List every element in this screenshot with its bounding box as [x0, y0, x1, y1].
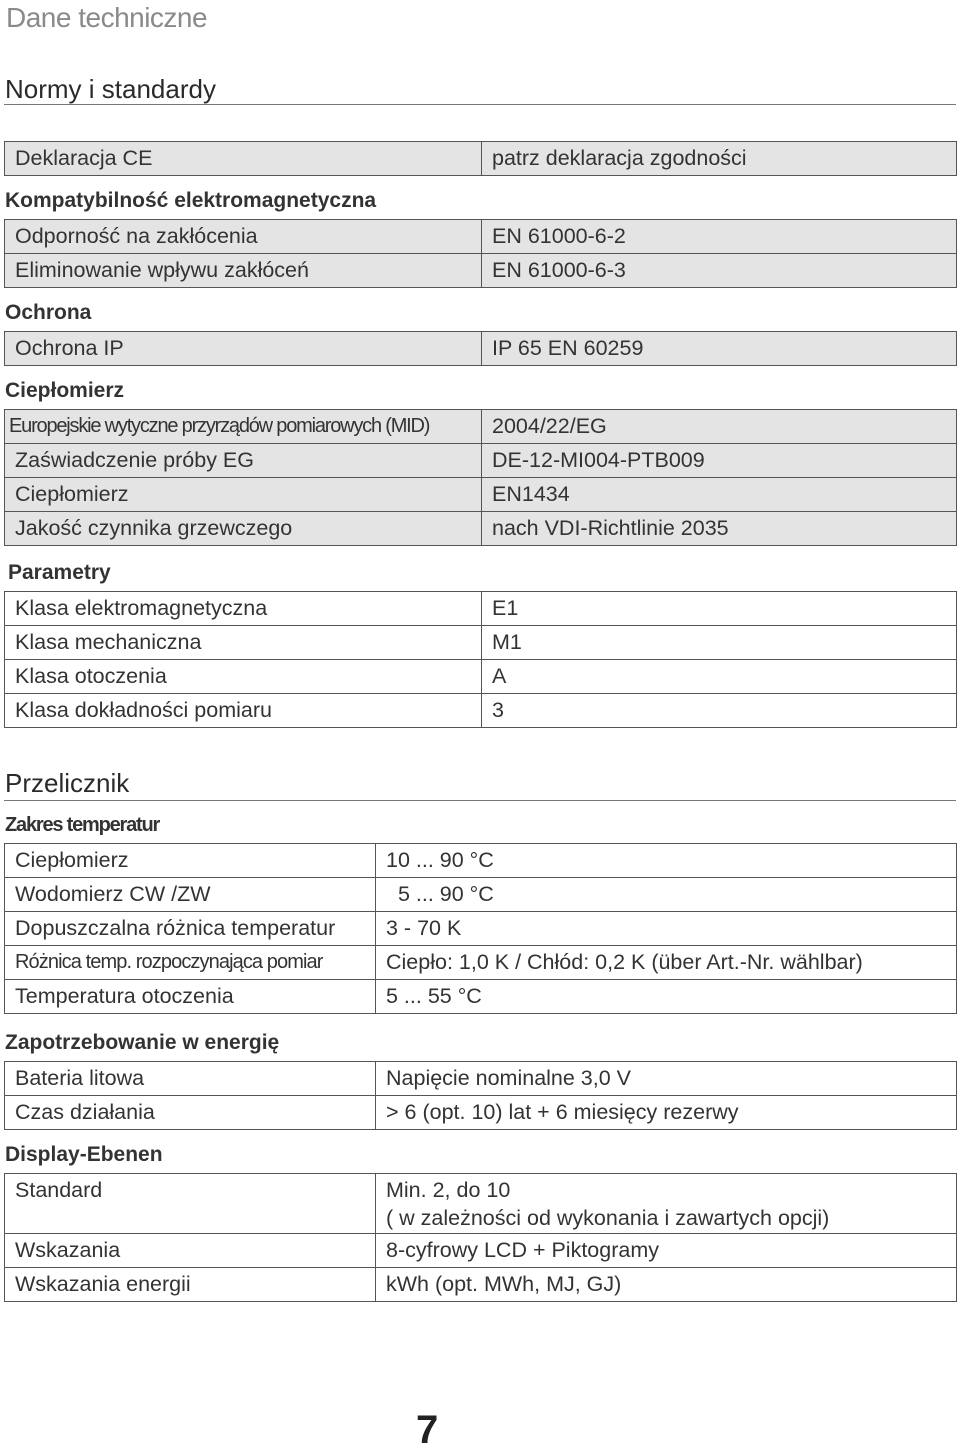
row-label: Ciepłomierz	[5, 478, 482, 512]
table-row	[5, 912, 957, 946]
page-number: 7	[416, 1408, 439, 1452]
row-value: M1	[482, 626, 957, 660]
row-label: Klasa dokładności pomiaru	[5, 694, 482, 728]
row-label: Bateria litowa	[5, 1062, 376, 1096]
row-value	[376, 1174, 957, 1234]
table-row	[5, 592, 957, 626]
row-value: IP 65 EN 60259	[482, 332, 957, 366]
heatmeter-title: Ciepłomierz	[5, 379, 125, 402]
parameters-table	[4, 591, 957, 728]
row-value-line: Min. 2, do 10	[386, 1178, 511, 1202]
row-value: nach VDI-Richtlinie 2035	[482, 512, 957, 546]
display-title: Display-Ebenen	[5, 1143, 163, 1166]
row-value: kWh (opt. MWh, MJ, GJ)	[376, 1268, 957, 1302]
row-label: Czas działania	[5, 1096, 376, 1130]
row-value: > 6 (opt. 10) lat + 6 miesięcy rezerwy	[376, 1096, 957, 1130]
table-row	[5, 478, 957, 512]
table-row	[5, 444, 957, 478]
row-label: Różnica temp. rozpoczynająca pomiar	[5, 946, 376, 980]
row-value: EN 61000-6-2	[482, 220, 957, 254]
protection-table	[4, 331, 957, 366]
row-value: Napięcie nominalne 3,0 V	[376, 1062, 957, 1096]
table-row	[5, 1174, 957, 1234]
row-value: 3	[482, 694, 957, 728]
table-row	[5, 844, 957, 878]
row-value: 8-cyfrowy LCD + Piktogramy	[376, 1234, 957, 1268]
table-row	[5, 1096, 957, 1130]
row-label: Zaświadczenie próby EG	[5, 444, 482, 478]
row-label: Wodomierz CW /ZW	[5, 878, 376, 912]
table-row	[5, 980, 957, 1014]
heatmeter-table	[4, 409, 957, 546]
row-label: Odporność na zakłócenia	[5, 220, 482, 254]
section-heading-converter: Przelicznik	[5, 768, 130, 798]
row-value: 5 ... 90 °C	[376, 878, 957, 912]
section-heading-norms: Normy i standardy	[5, 74, 216, 104]
table-row	[5, 512, 957, 546]
row-label: Jakość czynnika grzewczego	[5, 512, 482, 546]
row-value: 2004/22/EG	[482, 410, 957, 444]
temperature-table	[4, 843, 957, 1014]
table-row	[5, 220, 957, 254]
table-row	[5, 626, 957, 660]
row-label: Klasa elektromagnetyczna	[5, 592, 482, 626]
row-value: A	[482, 660, 957, 694]
table-row	[5, 1062, 957, 1096]
table-row	[5, 660, 957, 694]
row-label: Wskazania energii	[5, 1268, 376, 1302]
row-label: Dopuszczalna różnica temperatur	[5, 912, 376, 946]
table-row	[5, 254, 957, 288]
page-title: Dane techniczne	[6, 2, 208, 33]
temperature-title: Zakres temperatur	[5, 814, 160, 836]
protection-title: Ochrona	[5, 301, 92, 324]
row-label: Standard	[5, 1174, 376, 1234]
row-value: DE-12-MI004-PTB009	[482, 444, 957, 478]
parameters-title: Parametry	[8, 561, 111, 584]
row-label: Ochrona IP	[5, 332, 482, 366]
energy-table	[4, 1061, 957, 1130]
emc-table	[4, 219, 957, 288]
table-row	[5, 1234, 957, 1268]
row-value: patrz deklaracja zgodności	[482, 142, 957, 176]
row-label: Europejskie wytyczne przyrządów pomiarowych (MID)	[5, 410, 482, 444]
table-row	[5, 410, 957, 444]
row-value: EN1434	[482, 478, 957, 512]
table-row	[5, 694, 957, 728]
row-value: EN 61000-6-3	[482, 254, 957, 288]
section-divider	[4, 800, 956, 801]
row-label: Deklaracja CE	[5, 142, 482, 176]
table-row	[5, 332, 957, 366]
table-row	[5, 1268, 957, 1302]
row-label: Eliminowanie wpływu zakłóceń	[5, 254, 482, 288]
row-label: Wskazania	[5, 1234, 376, 1268]
emc-title: Kompatybilność elektromagnetyczna	[5, 189, 377, 212]
row-value: E1	[482, 592, 957, 626]
row-value-line: ( w zależności od wykonania i zawartych opcji)	[386, 1206, 830, 1230]
energy-title: Zapotrzebowanie w energię	[5, 1031, 280, 1054]
row-value: 3 - 70 K	[376, 912, 957, 946]
row-value: 5 ... 55 °C	[376, 980, 957, 1014]
section-divider	[4, 104, 956, 105]
row-value: 10 ... 90 °C	[376, 844, 957, 878]
row-label: Ciepłomierz	[5, 844, 376, 878]
table-row	[5, 142, 957, 176]
row-label: Klasa otoczenia	[5, 660, 482, 694]
table-row	[5, 946, 957, 980]
row-label: Temperatura otoczenia	[5, 980, 376, 1014]
ce-table	[4, 141, 957, 176]
table-row	[5, 878, 957, 912]
display-table	[4, 1173, 957, 1302]
row-value: Ciepło: 1,0 K / Chłód: 0,2 K (über Art.-Nr. wählbar)	[376, 946, 957, 980]
row-label: Klasa mechaniczna	[5, 626, 482, 660]
